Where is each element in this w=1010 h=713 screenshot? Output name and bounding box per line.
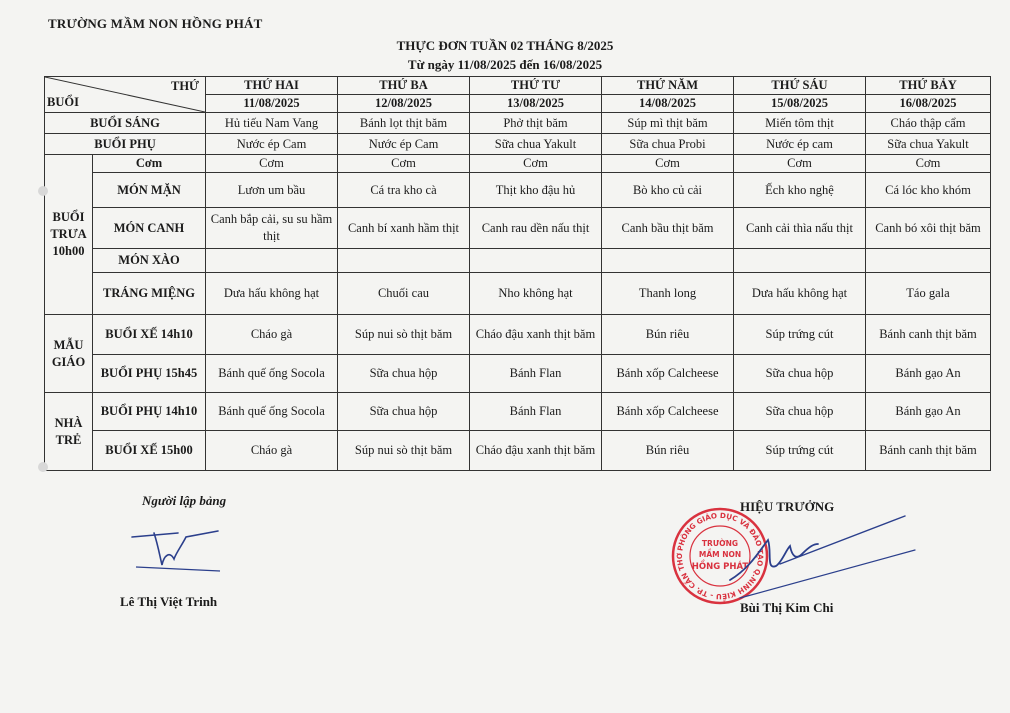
menu-cell: Nước ép Cam <box>206 134 338 155</box>
menu-cell: Cơm <box>602 155 734 173</box>
row-nursery-afternoon <box>45 431 991 471</box>
menu-cell: Cơm <box>338 155 470 173</box>
menu-cell: Nước ép Cam <box>338 134 470 155</box>
menu-cell: Cá lóc kho khóm <box>866 173 991 208</box>
menu-cell: Sữa chua Yakult <box>470 134 602 155</box>
menu-cell: Nho không hạt <box>470 273 602 315</box>
row-preschool-snack <box>45 355 991 393</box>
row-breakfast <box>45 113 991 134</box>
day-date: 11/08/2025 <box>206 95 338 113</box>
day-name: THỨ TƯ <box>470 77 602 95</box>
menu-cell <box>206 249 338 273</box>
menu-cell: Hủ tiếu Nam Vang <box>206 113 338 134</box>
menu-title: THỰC ĐƠN TUẦN 02 THÁNG 8/2025 <box>396 38 614 53</box>
menu-cell: Thanh long <box>602 273 734 315</box>
row-label: BUỔI PHỤ <box>45 134 206 155</box>
menu-cell: Bún riêu <box>602 431 734 471</box>
menu-cell: Súp trứng cút <box>734 315 866 355</box>
menu-cell: Bánh quế ống Socola <box>206 393 338 431</box>
menu-cell: Sữa chua Probi <box>602 134 734 155</box>
menu-cell: Canh bí xanh hầm thịt <box>338 208 470 249</box>
day-date: 14/08/2025 <box>602 95 734 113</box>
weekly-menu-table <box>44 76 991 471</box>
day-name: THỨ BẢY <box>866 77 991 95</box>
menu-cell: Cơm <box>734 155 866 173</box>
day-date: 12/08/2025 <box>338 95 470 113</box>
menu-cell: Cháo đậu xanh thịt băm <box>470 431 602 471</box>
menu-cell: Cơm <box>866 155 991 173</box>
menu-cell: Bò kho củ cải <box>602 173 734 208</box>
seal-line-3: HỒNG PHÁT <box>691 562 749 572</box>
menu-date-range: Từ ngày 11/08/2025 đến 16/08/2025 <box>407 57 603 72</box>
day-name: THỨ BA <box>338 77 470 95</box>
corner-day-label: THỨ <box>170 79 199 93</box>
day-name: THỨ HAI <box>206 77 338 95</box>
row-label: BUỔI SÁNG <box>45 113 206 134</box>
menu-cell: Sữa chua hộp <box>734 393 866 431</box>
menu-cell: Bánh xốp Calcheese <box>602 355 734 393</box>
menu-cell: Dưa hấu không hạt <box>206 273 338 315</box>
menu-cell: Sữa chua hộp <box>338 393 470 431</box>
seal-ring-text: PHÒNG GIÁO DỤC VÀ ĐÀO TẠO Q.NINH KIỀU - TP. CẦN THƠ <box>674 510 766 602</box>
menu-cell: Cơm <box>206 155 338 173</box>
row-label: BUỔI XẾ 15h00 <box>93 431 206 471</box>
menu-cell <box>602 249 734 273</box>
menu-cell: Bánh quế ống Socola <box>206 355 338 393</box>
row-morning-snack <box>45 134 991 155</box>
menu-cell: Cơm <box>470 155 602 173</box>
row-label: BUỔI XẾ 14h10 <box>93 315 206 355</box>
menu-cell: Chuối cau <box>338 273 470 315</box>
menu-cell <box>470 249 602 273</box>
menu-cell: Súp nui sò thịt băm <box>338 431 470 471</box>
group-label-lunch: BUỔI TRƯA 10h00 <box>45 155 93 315</box>
menu-cell: Cháo đậu xanh thịt băm <box>470 315 602 355</box>
row-label: MÓN MẶN <box>93 173 206 208</box>
menu-cell: Bánh canh thịt băm <box>866 431 991 471</box>
menu-cell: Bánh gạo An <box>866 393 991 431</box>
menu-cell: Bánh xốp Calcheese <box>602 393 734 431</box>
preparer-signature <box>128 515 238 577</box>
row-stir-fry <box>45 249 991 273</box>
principal-signature <box>720 510 920 600</box>
menu-cell: Canh rau dền nấu thịt <box>470 208 602 249</box>
menu-cell <box>866 249 991 273</box>
menu-cell: Cháo gà <box>206 431 338 471</box>
day-date: 13/08/2025 <box>470 95 602 113</box>
punch-hole <box>38 186 48 196</box>
menu-cell: Súp nui sò thịt băm <box>338 315 470 355</box>
row-label: BUỔI PHỤ 15h45 <box>93 355 206 393</box>
menu-cell: Sữa chua hộp <box>338 355 470 393</box>
corner-session-label: BUỔI <box>47 95 79 109</box>
row-label: Cơm <box>93 155 206 173</box>
corner-cell <box>45 77 206 113</box>
menu-cell <box>338 249 470 273</box>
menu-cell: Cháo gà <box>206 315 338 355</box>
day-header-row <box>45 77 991 95</box>
menu-cell: Lươn um bầu <box>206 173 338 208</box>
seal-line-2: MẦM NON <box>698 550 742 559</box>
row-soup <box>45 208 991 249</box>
menu-cell: Bánh canh thịt băm <box>866 315 991 355</box>
row-label: TRÁNG MIỆNG <box>93 273 206 315</box>
menu-cell: Cháo thập cẩm <box>866 113 991 134</box>
menu-cell: Cá tra kho cà <box>338 173 470 208</box>
row-preschool-afternoon <box>45 315 991 355</box>
menu-cell: Nước ép cam <box>734 134 866 155</box>
day-name: THỨ SÁU <box>734 77 866 95</box>
day-date: 16/08/2025 <box>866 95 991 113</box>
menu-cell: Bánh lọt thịt băm <box>338 113 470 134</box>
group-label-nursery: NHÀ TRẺ <box>45 393 93 471</box>
preparer-title: Người lập bảng <box>142 493 227 508</box>
row-label: MÓN XÀO <box>93 249 206 273</box>
group-label-preschool: MẪU GIÁO <box>45 315 93 393</box>
seal-line-1: TRƯỜNG <box>701 539 739 548</box>
principal-name: Bùi Thị Kim Chi <box>740 600 834 615</box>
row-main-dish <box>45 173 991 208</box>
row-nursery-snack <box>45 393 991 431</box>
menu-cell: Dưa hấu không hạt <box>734 273 866 315</box>
menu-cell: Canh bắp cải, su su hầm thịt <box>206 208 338 249</box>
menu-cell: Canh bó xôi thịt băm <box>866 208 991 249</box>
menu-cell: Canh cải thìa nấu thịt <box>734 208 866 249</box>
menu-cell: Bánh Flan <box>470 393 602 431</box>
row-label: MÓN CANH <box>93 208 206 249</box>
menu-cell: Bánh Flan <box>470 355 602 393</box>
menu-cell: Bún riêu <box>602 315 734 355</box>
punch-hole <box>38 462 48 472</box>
preparer-name: Lê Thị Việt Trinh <box>120 594 218 609</box>
row-label: BUỔI PHỤ 14h10 <box>93 393 206 431</box>
menu-cell: Phở thịt băm <box>470 113 602 134</box>
row-dessert <box>45 273 991 315</box>
school-name: TRƯỜNG MẦM NON HỒNG PHÁT <box>48 16 263 31</box>
day-date: 15/08/2025 <box>734 95 866 113</box>
menu-cell: Thịt kho đậu hủ <box>470 173 602 208</box>
menu-cell: Canh bầu thịt băm <box>602 208 734 249</box>
menu-cell: Sữa chua Yakult <box>866 134 991 155</box>
principal-title: HIỆU TRƯỞNG <box>740 499 835 514</box>
day-name: THỨ NĂM <box>602 77 734 95</box>
menu-cell: Miến tôm thịt <box>734 113 866 134</box>
menu-cell: Táo gala <box>866 273 991 315</box>
menu-cell: Bánh gạo An <box>866 355 991 393</box>
menu-cell <box>734 249 866 273</box>
menu-cell: Súp mì thịt băm <box>602 113 734 134</box>
menu-cell: Súp trứng cút <box>734 431 866 471</box>
menu-cell: Ếch kho nghệ <box>734 173 866 208</box>
row-rice <box>45 155 991 173</box>
menu-cell: Sữa chua hộp <box>734 355 866 393</box>
